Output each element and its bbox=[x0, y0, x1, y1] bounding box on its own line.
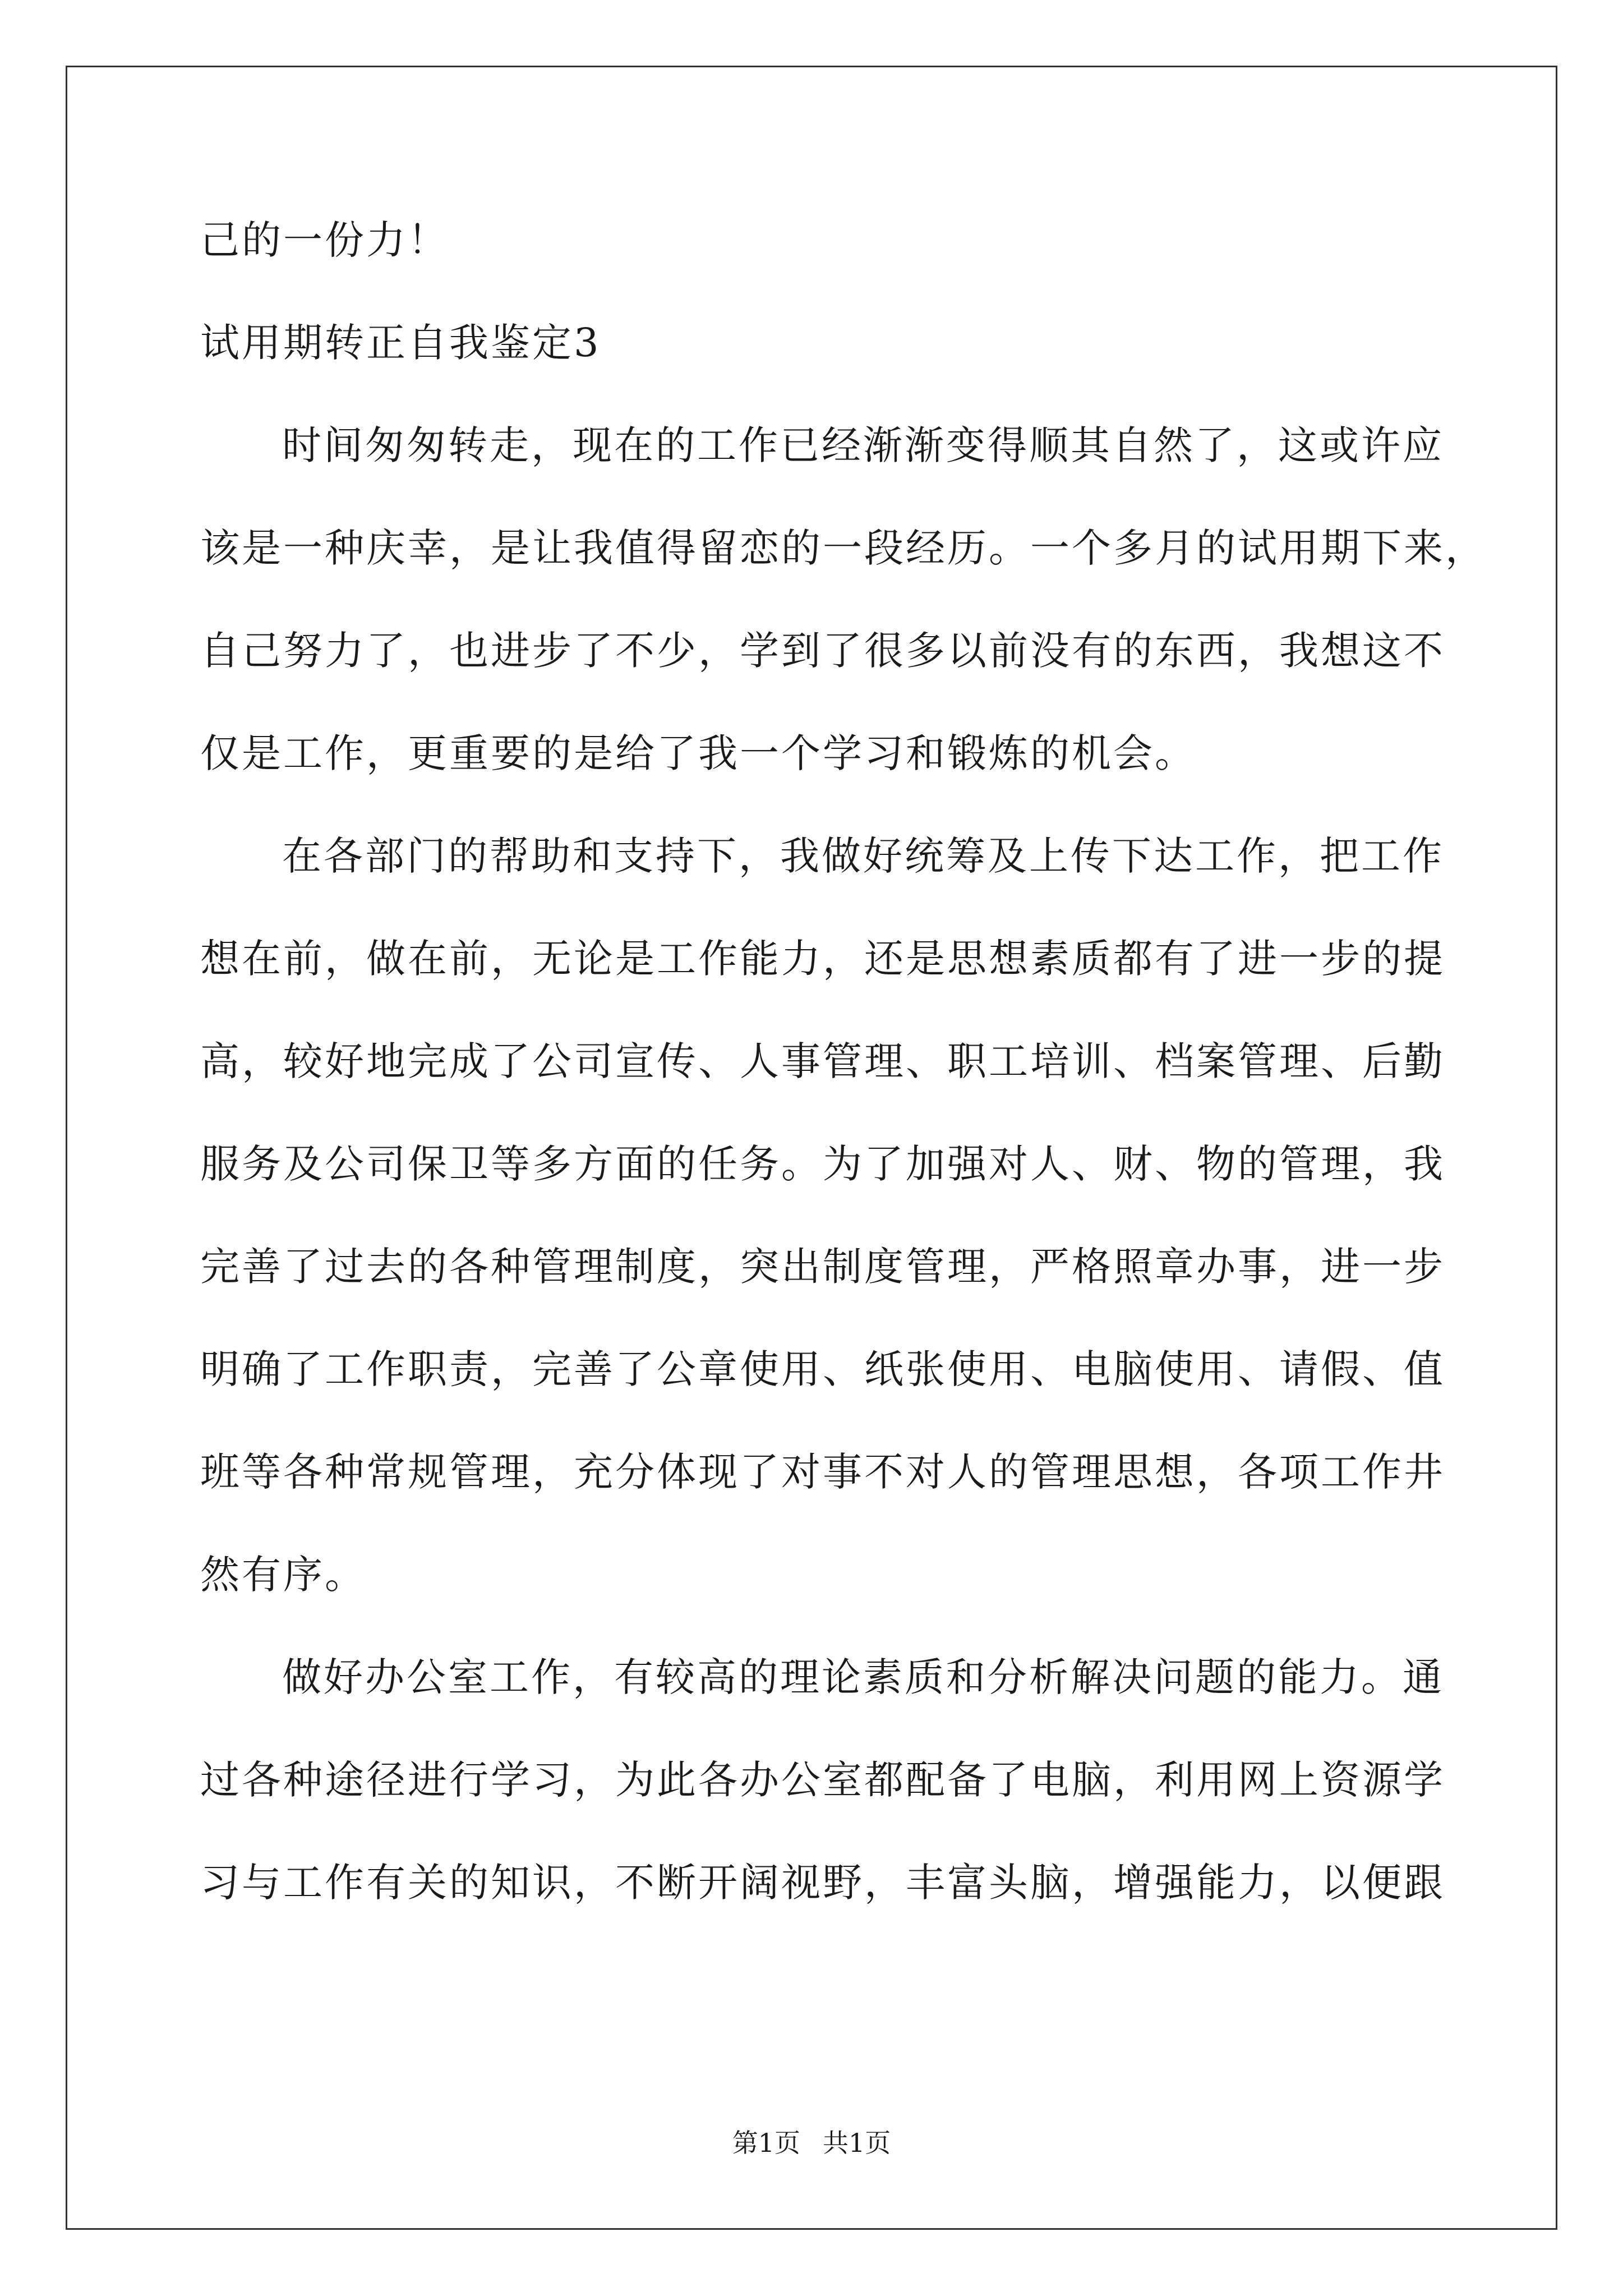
text-line: 想在前，做在前，无论是工作能力，还是思想素质都有了进一步的提 bbox=[200, 936, 1445, 982]
text-line: 自己努力了，也进步了不少，学到了很多以前没有的东西，我想这不 bbox=[200, 628, 1445, 674]
text-line: 班等各种常规管理，充分体现了对事不对人的管理思想，各项工作井 bbox=[200, 1449, 1445, 1495]
text-line: 服务及公司保卫等多方面的任务。为了加强对人、财、物的管理，我 bbox=[200, 1141, 1445, 1187]
page-footer bbox=[0, 2126, 1623, 2160]
paragraph-first-line: 在各部门的帮助和支持下，我做好统筹及上传下达工作，把工作 bbox=[282, 833, 1444, 879]
text-line: 己的一份力！ bbox=[200, 217, 449, 263]
text-line: 然有序。 bbox=[200, 1552, 366, 1598]
text-line: 过各种途径进行学习，为此各办公室都配备了电脑，利用网上资源学 bbox=[200, 1757, 1445, 1803]
page-count: 共1页 bbox=[823, 2128, 891, 2158]
text-line: 仅是工作，更重要的是给了我一个学习和锻炼的机会。 bbox=[200, 730, 1196, 776]
text-line: 习与工作有关的知识，不断开阔视野，丰富头脑，增强能力，以便跟 bbox=[200, 1860, 1445, 1906]
section-heading: 试用期转正自我鉴定3 bbox=[200, 320, 601, 366]
paragraph-first-line: 时间匆匆转走，现在的工作已经渐渐变得顺其自然了，这或许应 bbox=[282, 422, 1444, 468]
paragraph-first-line: 做好办公室工作，有较高的理论素质和分析解决问题的能力。通 bbox=[282, 1654, 1444, 1700]
text-line: 明确了工作职责，完善了公章使用、纸张使用、电脑使用、请假、值 bbox=[200, 1346, 1445, 1392]
text-line: 该是一种庆幸，是让我值得留恋的一段经历。一个多月的试用期下来， bbox=[200, 525, 1487, 571]
document-body bbox=[200, 213, 1487, 1958]
text-line: 完善了过去的各种管理制度，突出制度管理，严格照章办事，进一步 bbox=[200, 1244, 1445, 1290]
page-number: 第1页 bbox=[732, 2128, 800, 2158]
text-line: 高，较好地完成了公司宣传、人事管理、职工培训、档案管理、后勤 bbox=[200, 1038, 1445, 1084]
